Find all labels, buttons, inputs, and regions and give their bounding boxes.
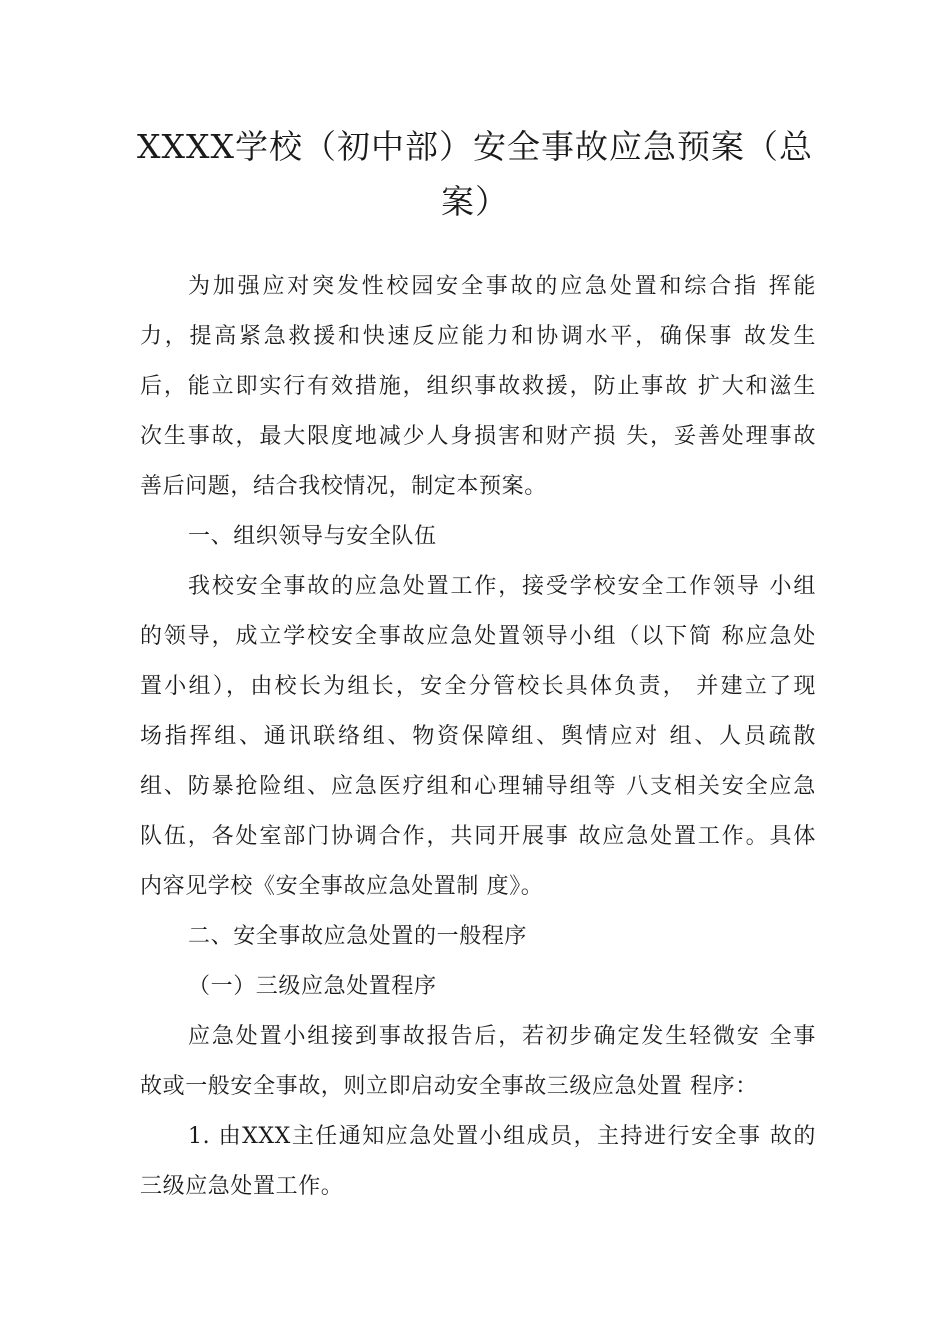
section-heading-1 [140,512,816,562]
paragraph-organization [140,562,816,912]
document-title-line-2: 案） [441,182,509,221]
text-line: 力，提高紧急救援和快速反应能力和协调水平，确保事 故发生 [140,324,816,349]
text-line: 组、防暴抢险组、应急医疗组和心理辅导组等 八支相关安全应急 [140,774,816,799]
text-line: 次生事故，最大限度地减少人身损害和财产损 失，妥善处理事故 [140,424,816,449]
text-line: 队伍，各处室部门协调合作，共同开展事 故应急处置工作。具体 [140,824,816,849]
text-line: 置小组），由校长为组长，安全分管校长具体负责， 并建立了现 [140,674,816,699]
text-line: 场指挥组、通讯联络组、物资保障组、舆情应对 组、人员疏散 [140,724,816,749]
text-line: 1. 由XXX主任通知应急处置小组成员，主持进行安全事 故的 [188,1124,816,1149]
text-line: 故或一般安全事故，则立即启动安全事故三级应急处置 程序： [140,1074,758,1099]
heading-text: 二、安全事故应急处置的一般程序 [188,924,528,949]
paragraph-intro [140,262,816,512]
text-line: 善后问题，结合我校情况，制定本预案。 [140,474,547,499]
section-heading-2 [140,912,816,962]
sub-heading-1 [140,962,816,1012]
document-title-line-1: XXXX学校（初中部）安全事故应急预案（总 [137,127,813,166]
text-line: 的领导，成立学校安全事故应急处置领导小组（以下简 称应急处 [140,624,816,649]
text-line: 我校安全事故的应急处置工作，接受学校安全工作领导 小组 [188,574,816,599]
heading-text: 一、组织领导与安全队伍 [188,524,437,549]
text-line: 应急处置小组接到事故报告后，若初步确定发生轻微安 全事 [188,1024,816,1049]
paragraph-level-three [140,1012,816,1112]
text-line: 后，能立即实行有效措施，组织事故救援，防止事故 扩大和滋生 [140,374,816,399]
text-line: 三级应急处置工作。 [140,1174,344,1199]
text-line: 为加强应对突发性校园安全事故的应急处置和综合指 挥能 [188,274,816,299]
list-item-1 [140,1112,816,1212]
text-line: 内容见学校《安全事故应急处置制 度》。 [140,874,544,899]
document-body [140,262,816,1212]
sub-heading-text: （一）三级应急处置程序 [188,974,437,999]
